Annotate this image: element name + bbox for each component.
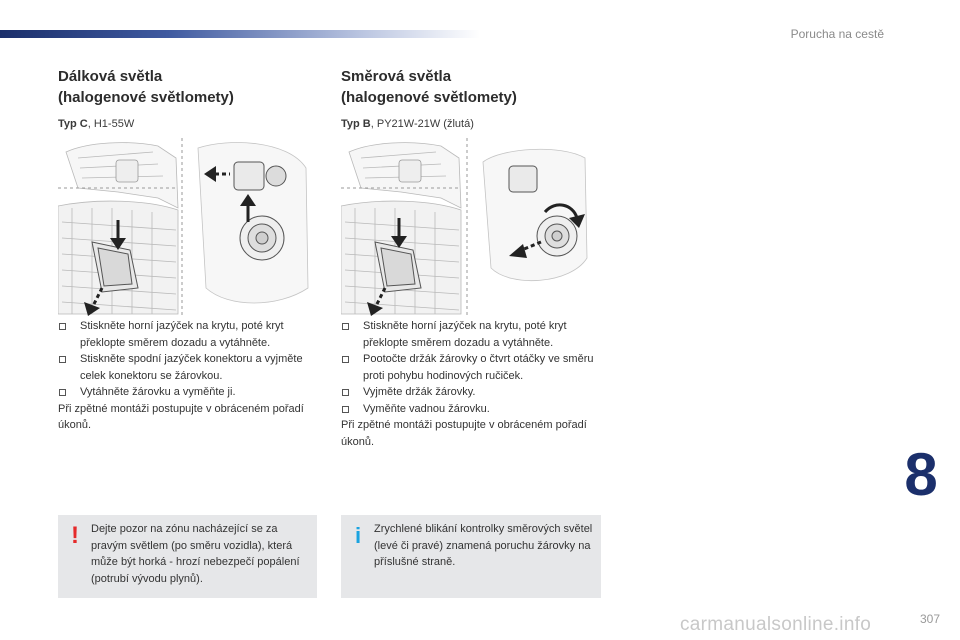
headlamp-high-beam-illustration — [58, 138, 314, 318]
section-title-line1: Směrová světla — [341, 68, 452, 85]
step-item — [58, 384, 320, 401]
step-text: Stiskněte spodní jazýček konektoru a vyjměte celek konektoru se žárovkou. — [80, 353, 303, 382]
chapter-number: 8 — [904, 441, 938, 508]
reassembly-note: Při zpětné montáži postupujte v obráceném pořadí úkonů. — [341, 419, 587, 448]
section-turn-signal — [341, 66, 597, 448]
instruction-steps — [58, 318, 320, 434]
section-high-beam — [58, 66, 314, 431]
warning-note-text: Dejte pozor na zónu nacházející se za pravým světlem (po směru vozidla), která může být horká - hrozí nebezpečí popálení (potrubí vývodu plynů). — [91, 523, 300, 585]
step-item — [341, 384, 603, 401]
headlamp-turn-signal-illustration — [341, 138, 597, 318]
info-note-text: Zrychlené blikání kontrolky směrových světel (levé či pravé) znamená poruchu žárovky na příslušné straně. — [374, 523, 593, 568]
checkbox-icon — [59, 323, 66, 330]
step-item — [341, 351, 603, 384]
warning-note — [58, 515, 317, 598]
section-title-line1: Dálková světla — [58, 68, 163, 85]
checkbox-icon — [342, 389, 349, 396]
step-item — [58, 351, 320, 384]
checkbox-icon — [59, 356, 66, 363]
step-item — [341, 401, 603, 418]
chapter-title: Porucha na cestě — [790, 27, 884, 41]
checkbox-icon — [59, 389, 66, 396]
section-title — [341, 66, 597, 108]
section-title-line2: (halogenové světlomety) — [341, 89, 517, 106]
step-text: Pootočte držák žárovky o čtvrt otáčky ve směru proti pohybu hodinových ručiček. — [363, 353, 594, 382]
bulb-type-label: Typ B — [341, 118, 371, 130]
watermark: carmanualsonline.info — [680, 614, 872, 635]
step-text: Stiskněte horní jazýček na krytu, poté kryt překlopte směrem dozadu a vytáhněte. — [80, 320, 284, 349]
section-title — [58, 66, 314, 108]
instruction-steps — [341, 318, 603, 450]
bulb-type-value: , PY21W-21W (žlutá) — [370, 118, 474, 130]
bulb-type — [341, 118, 597, 130]
section-title-line2: (halogenové světlomety) — [58, 89, 234, 106]
checkbox-icon — [342, 323, 349, 330]
checkbox-icon — [342, 356, 349, 363]
step-text: Stiskněte horní jazýček na krytu, poté kryt překlopte směrem dozadu a vytáhněte. — [363, 320, 567, 349]
info-icon: i — [354, 523, 362, 548]
info-note — [341, 515, 601, 598]
step-text: Vytáhněte žárovku a vyměňte ji. — [80, 386, 236, 398]
bulb-type — [58, 118, 314, 130]
bulb-type-label: Typ C — [58, 118, 88, 130]
step-item — [341, 318, 603, 351]
checkbox-icon — [342, 406, 349, 413]
reassembly-note: Při zpětné montáži postupujte v obráceném pořadí úkonů. — [58, 402, 304, 431]
step-text: Vyjměte držák žárovky. — [363, 386, 476, 398]
page-number: 307 — [919, 612, 940, 626]
warning-exclamation-icon: ! — [71, 522, 79, 549]
bulb-type-value: , H1-55W — [87, 118, 135, 130]
step-item — [58, 318, 320, 351]
step-text: Vyměňte vadnou žárovku. — [363, 402, 490, 415]
header-gradient-bar — [0, 30, 480, 38]
